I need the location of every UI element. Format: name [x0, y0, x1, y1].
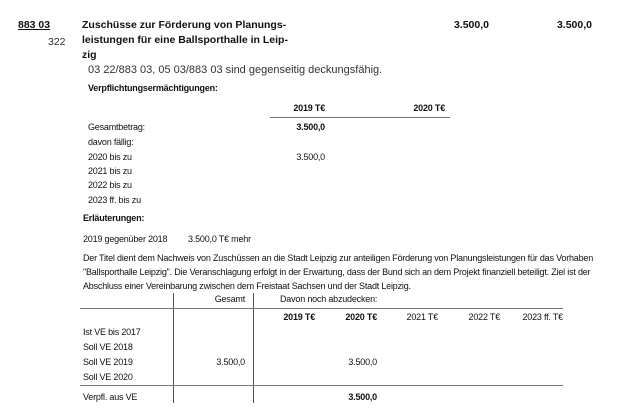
coverage-note: 03 22/883 03, 05 03/883 03 sind gegenseitig deckungsfähig. [88, 64, 383, 76]
title-subnumber: 322 [48, 36, 66, 48]
table-col-header: 2022 T€ [468, 312, 500, 322]
notes-paragraph-line: Der Titel dient dem Nachweis von Zuschüssen an die Stadt Leipzig zur anteiligen Förderung von Planungsleistungen für das Vorhaben [83, 253, 594, 263]
title-line-3: zig [82, 49, 97, 61]
table-total-2020: 3.500,0 [348, 392, 377, 402]
table-vline [173, 293, 174, 403]
table-col-header: 2021 T€ [406, 312, 438, 322]
table-header-line [80, 308, 563, 309]
ve-row-label: davon fällig: [88, 137, 134, 147]
ve-heading: Verpflichtungsermächtigungen: [88, 83, 218, 93]
title-number: 883 03 [18, 19, 51, 31]
table-col-header: 2019 T€ [283, 312, 315, 322]
comparison-value: 3.500,0 T€ mehr [188, 234, 251, 244]
title-line-2: leistungen für eine Ballsporthalle in Leip- [82, 34, 288, 46]
table-gesamt-header: Gesamt [214, 294, 245, 304]
ve-row-label: 2020 bis zu [88, 152, 132, 162]
table-total-line [80, 385, 563, 386]
comparison-label: 2019 gegenüber 2018 [83, 234, 168, 244]
table-row-label: Soll VE 2018 [83, 342, 133, 352]
table-row-2020: 3.500,0 [348, 357, 377, 367]
table-vline [253, 293, 254, 403]
notes-heading: Erläuterungen: [83, 213, 145, 223]
ve-row-label: Gesamtbetrag: [88, 122, 145, 132]
table-row-label: Soll VE 2020 [83, 372, 133, 382]
ve-row-value: 3.500,0 [296, 152, 325, 162]
table-davon-header: Davon noch abzudecken: [280, 294, 378, 304]
ve-divider [270, 117, 450, 118]
table-col-header: 2020 T€ [345, 312, 377, 322]
ve-row-label: 2023 ff. bis zu [88, 195, 141, 205]
ve-row-label: 2022 bis zu [88, 180, 132, 190]
table-total-label: Verpfl. aus VE [83, 392, 138, 402]
ve-col-2019: 2019 T€ [293, 103, 325, 113]
amount-2: 3.500,0 [556, 19, 592, 31]
ve-row-value: 3.500,0 [296, 122, 325, 132]
ve-row-label: 2021 bis zu [88, 166, 132, 176]
ve-col-2020: 2020 T€ [413, 103, 445, 113]
table-row-gesamt: 3.500,0 [216, 357, 245, 367]
table-row-label: Ist VE bis 2017 [83, 327, 141, 337]
amount-1: 3.500,0 [453, 19, 489, 31]
notes-paragraph-line: "Ballsporthalle Leipzig". Die Veranschlagung erfolgt in der Erwartung, dass der Bund sich an dem Projekt finanziell beteiligt. Ziel ist der [83, 267, 591, 277]
table-row-label: Soll VE 2019 [83, 357, 133, 367]
notes-paragraph-line: Abschluss einer Vereinbarung zwischen dem Freistaat Sachsen und der Stadt Leipzig. [83, 281, 411, 291]
table-col-header: 2023 ff. T€ [522, 312, 563, 322]
title-line-1: Zuschüsse zur Förderung von Planungs- [82, 19, 287, 31]
